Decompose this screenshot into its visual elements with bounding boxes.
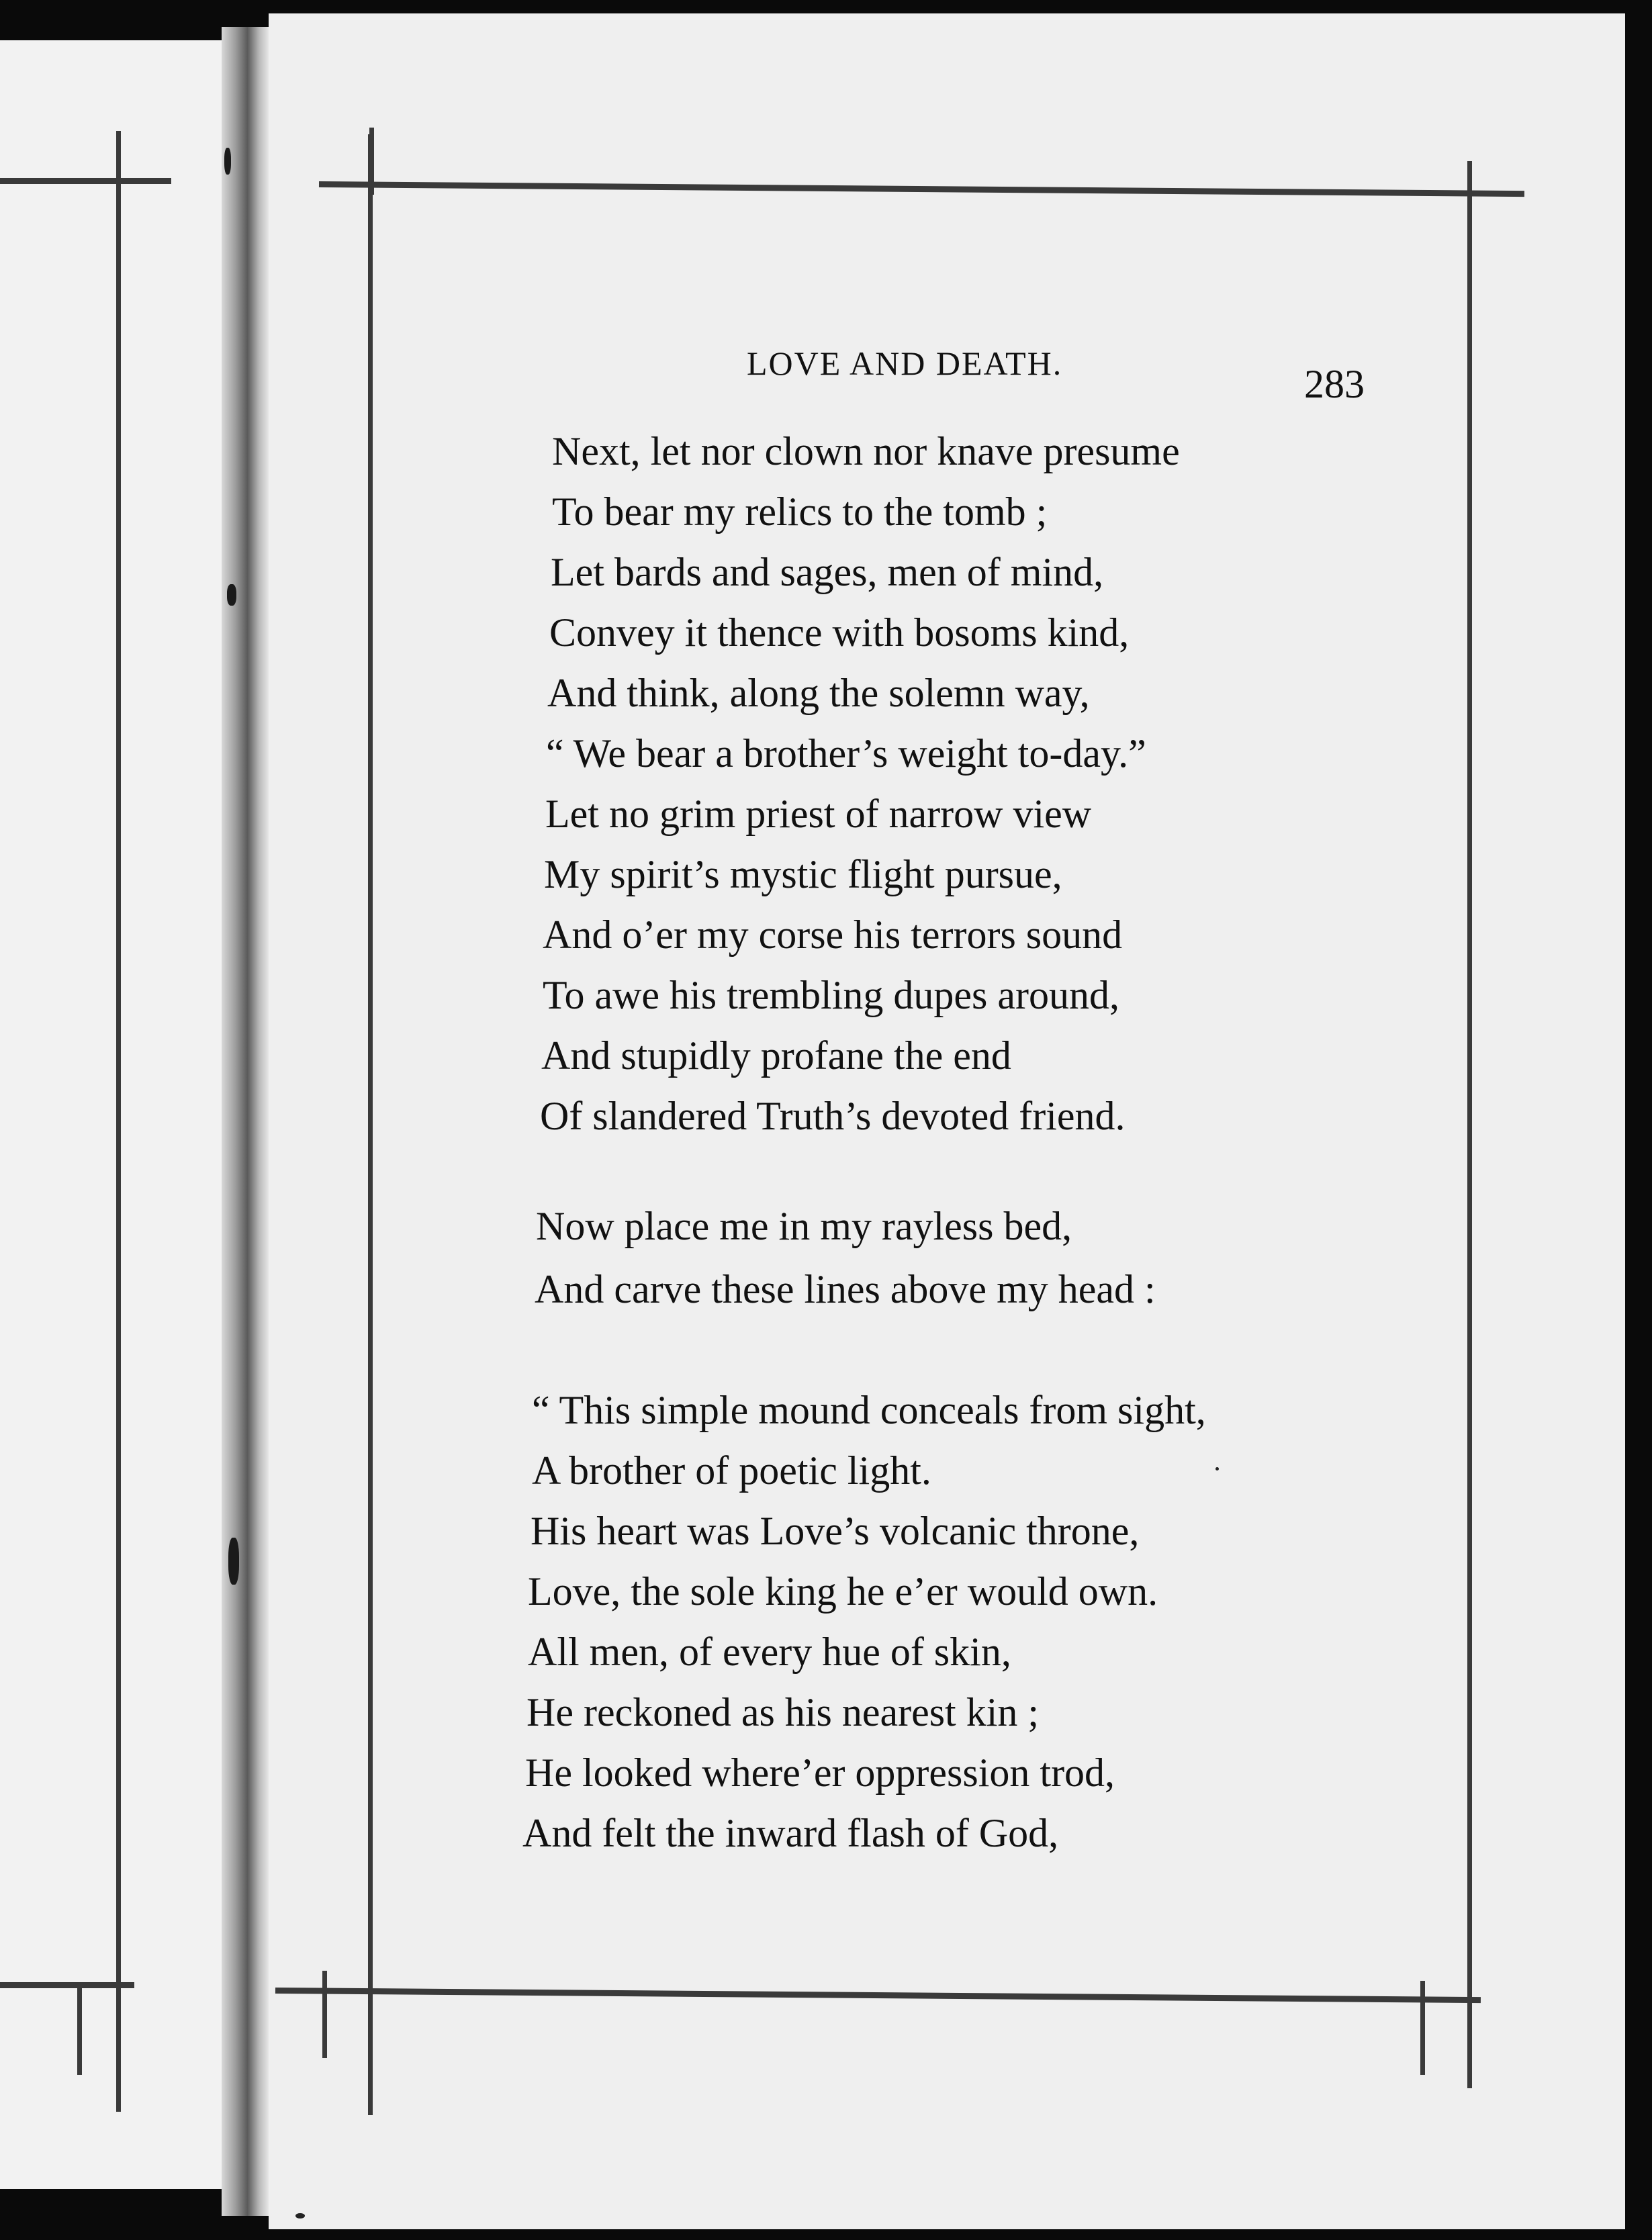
page-number: 283 bbox=[1304, 362, 1365, 406]
running-head: LOVE AND DEATH. bbox=[747, 344, 1063, 382]
frame-bottom-rule bbox=[275, 1988, 1481, 2003]
frame-left-rule bbox=[368, 134, 373, 2115]
gutter-mark bbox=[224, 148, 231, 175]
poem-line: His heart was Love’s volcanic throne, bbox=[531, 1509, 1140, 1553]
bottom-edge-speck bbox=[295, 2213, 305, 2219]
frame-top-rule bbox=[319, 181, 1524, 197]
frame-right-rule bbox=[1467, 165, 1472, 2088]
poem-line: And o’er my corse his terrors sound bbox=[543, 913, 1123, 957]
poem-line: He looked where’er oppression trod, bbox=[525, 1751, 1115, 1795]
poem-line: Love, the sole king he e’er would own. bbox=[528, 1569, 1158, 1614]
poem-line: My spirit’s mystic flight pursue, bbox=[544, 852, 1062, 896]
left-page-left-vertical-rule bbox=[77, 1988, 82, 2075]
poem-line: To bear my relics to the tomb ; bbox=[552, 489, 1048, 534]
gutter-mark bbox=[227, 584, 236, 606]
frame-top-left-tick bbox=[369, 128, 374, 195]
left-page-top-rule bbox=[0, 178, 171, 184]
gutter-mark bbox=[228, 1538, 239, 1585]
poem-line: Now place me in my rayless bed, bbox=[536, 1204, 1072, 1248]
ink-speck bbox=[1215, 1467, 1219, 1471]
left-page-right-vertical-rule bbox=[116, 131, 121, 2112]
book-gutter bbox=[222, 27, 269, 2216]
poem-line: Of slandered Truth’s devoted friend. bbox=[540, 1094, 1126, 1138]
poem-line: Convey it thence with bosoms kind, bbox=[549, 610, 1130, 655]
poem-line: A brother of poetic light. bbox=[532, 1448, 931, 1493]
poem-line: And felt the inward flash of God, bbox=[522, 1811, 1059, 1855]
poem-line: “ This simple mound conceals from sight, bbox=[532, 1388, 1206, 1432]
poem-line: Let bards and sages, men of mind, bbox=[551, 550, 1104, 594]
poem-line: “ We bear a brother’s weight to-day.” bbox=[546, 731, 1146, 776]
frame-bottom-right-tick bbox=[1420, 1981, 1425, 2075]
poem-line: He reckoned as his nearest kin ; bbox=[526, 1690, 1040, 1734]
left-facing-page bbox=[0, 40, 222, 2189]
poem-line: And stupidly profane the end bbox=[541, 1033, 1011, 1078]
poem-line: Next, let nor clown nor knave presume bbox=[552, 429, 1180, 473]
poem-line: All men, of every hue of skin, bbox=[528, 1630, 1011, 1674]
left-page-bottom-rule bbox=[0, 1982, 134, 1988]
poem-line: Let no grim priest of narrow view bbox=[545, 792, 1092, 836]
poem-line: To awe his trembling dupes around, bbox=[543, 973, 1119, 1017]
poem-line: And carve these lines above my head : bbox=[535, 1267, 1156, 1311]
frame-top-right-tick bbox=[1467, 161, 1472, 201]
frame-bottom-left-tick bbox=[322, 1971, 327, 2058]
poem-line: And think, along the solemn way, bbox=[547, 671, 1090, 715]
